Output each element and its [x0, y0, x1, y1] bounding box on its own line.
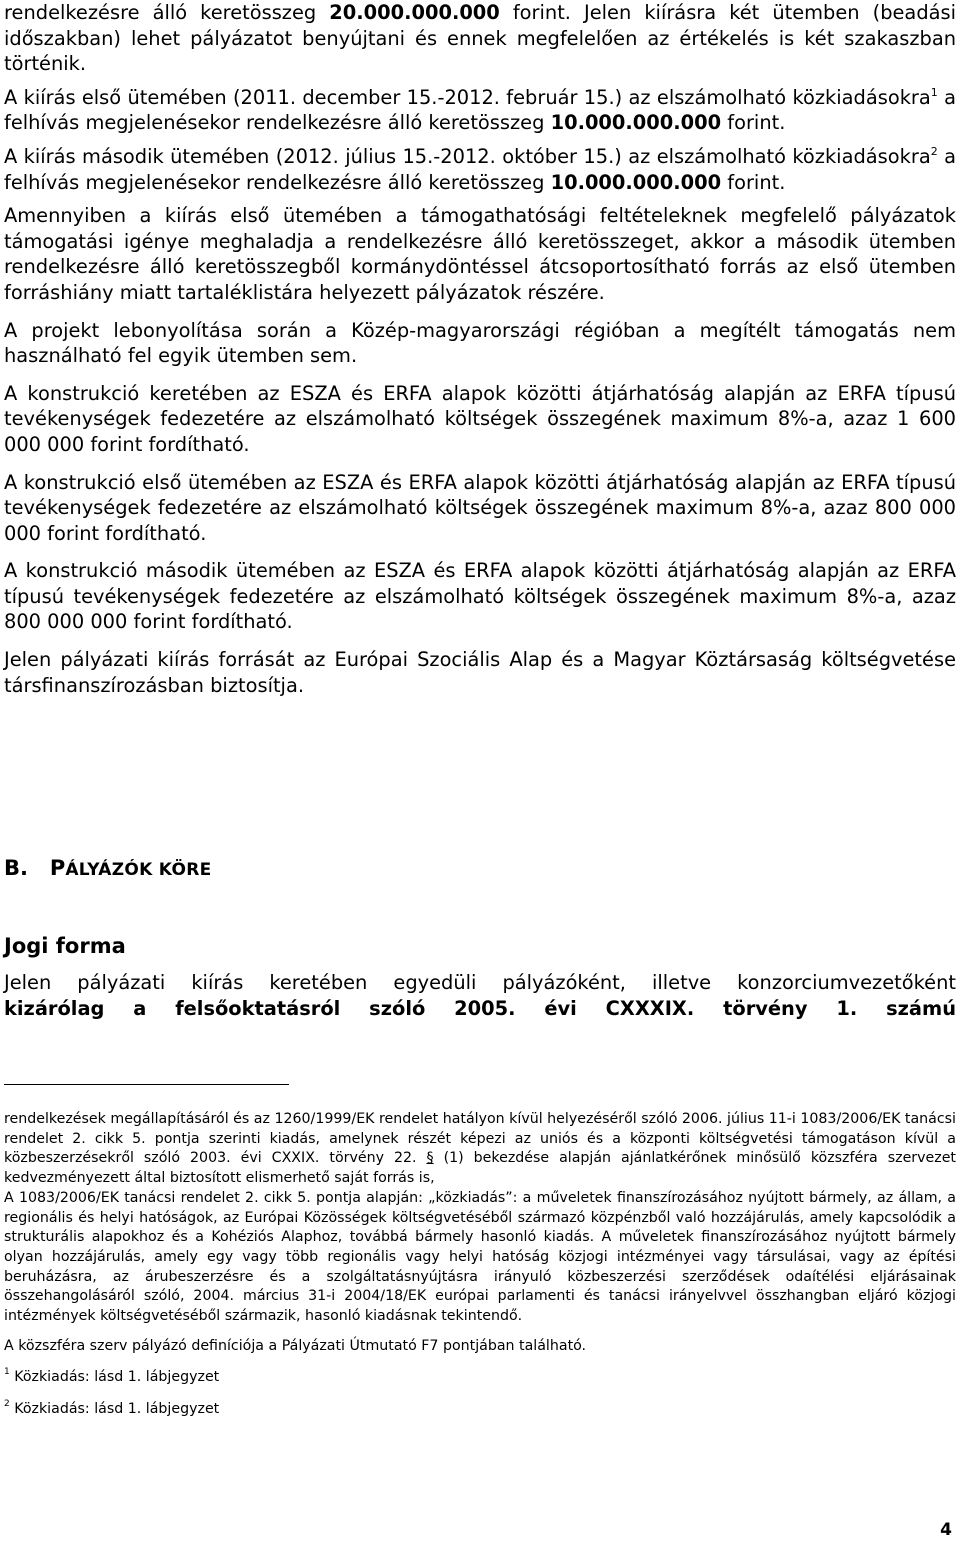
paragraph-region: A projekt lebonyolítása során a Közép-magyarországi régióban a megítélt támogatás nem használható fel egyik ütemben sem.	[4, 318, 956, 368]
subsection-title: Jogi forma	[4, 934, 126, 958]
first-phase-paragraph: A kiírás első ütemében (2011. december 15.-2012. február 15.) az elszámolható közkiadásokra$^1$ a felhívás megjelenésekor rendelkezésre álló keretösszeg 10.000.000.000 forint.	[4, 85, 957, 135]
footnote-continuation-3: A közszféra szerv pályázó definíciója a Pályázati Útmutató F7 pontjában található.	[4, 1337, 587, 1354]
document-page	[4, 0, 956, 698]
footnotes	[4, 1110, 956, 1420]
page-number: 4	[940, 1520, 952, 1540]
footnote-1: $^1$ Közkiadás: lásd 1. lábjegyzet	[4, 1367, 220, 1386]
paragraph-erfa-first: A konstrukció első ütemében az ESZA és ERFA alapok közötti átjárhatóság alapján az ERFA típusú tevékenységek fedezetére az elszámolható költségek összegének maximum 8%-a, azaz 800 000 000 forint fordítható.	[4, 470, 956, 545]
paragraph-funding: Jelen pályázati kiírás forrását az Európai Szociális Alap és a Magyar Köztársaság költségvetése társfinanszírozásban biztosítja.	[4, 648, 956, 697]
second-phase-amount: 10.000.000.000	[550, 170, 722, 194]
paragraph-reallocation: Amennyiben a kiírás első ütemében a támogathatósági feltételeknek megfelelő pályázatok támogatási igénye meghaladja a rendelkezésre álló keretösszeget, akkor a második ütemben rendelkezésre álló keretösszegből kormánydöntéssel átcsoportosítható forrás az első ütemben forráshiány miatt tartaléklistára helyezett pályázatok részére.	[4, 204, 956, 304]
footnote-ref-1: 1	[930, 85, 938, 99]
legal-line-2: kizárólag a felsőoktatásról szóló 2005. évi CXXXIX. törvény 1. számú	[4, 996, 956, 1020]
total-amount: 20.000.000.000	[329, 1, 500, 24]
footnote-continuation-1: rendelkezések megállapításáról és az 1260/1999/EK rendelet hatályon kívül helyezéséről szóló 2006. július 11-i 1083/2006/EK tanácsi rendelet 2. cikk 5. pontja szerinti kiadás, amelynek részét képezi az uniós és a központi költségvetési támogatáson kívül a közbeszerzésekről szóló 2003. évi CXXIX. törvény 22. § (1) bekezdése alapján ajánlatkérőnek minősülő közszféra szervezet kedvezményezett által biztosított elismerhető saját forrás is,	[4, 1111, 956, 1187]
footnote-2: $^2$ Közkiadás: lásd 1. lábjegyzet	[4, 1399, 220, 1418]
section-title: B. PÁLYÁZÓK KÖRE	[4, 856, 212, 880]
footnote-ref-2: 2	[930, 144, 938, 158]
legal-form-paragraph	[4, 970, 956, 1021]
paragraph-erfa-total: A konstrukció keretében az ESZA és ERFA alapok közötti átjárhatóság alapján az ERFA típusú tevékenységek fedezetére az elszámolható költségek összegének maximum 8%-a, azaz 1 600 000 000 forint fordítható.	[4, 381, 956, 456]
footnote-continuation-2: A 1083/2006/EK tanácsi rendelet 2. cikk 5. pontja alapján: „közkiadás”: a műveletek finanszírozásához nyújtott bármely, az állam, a regionális és helyi hatóságok, az Európai Közösségek költségvetéséből származó közpénzből való hozzájárulás, amely kapcsolódik a strukturális alapokhoz és a Kohéziós Alaphoz, továbbá bármely hasonló kiadás. A műveletek finanszírozásához nyújtott bármely olyan hozzájárulás, amely egy vagy több regionális vagy helyi hatóság közjogi intézményei vagy társulásai, vagy az építési beruházásra, az árubeszerzésre és a szolgáltatásnyújtásra irányuló közbeszerzési szerződések odaítélési eljárásainak összehangolásáról szóló, 2004. március 31-i 2004/18/EK európai parlamenti és tanácsi irányelvvel összhangban eljáró közjogi intézmények költségvetéséből származik, hasonló kiadásnak tekintendő.	[4, 1189, 956, 1325]
second-phase-paragraph: A kiírás második ütemében (2012. július 15.-2012. október 15.) az elszámolható közkiadásokra$^2$ a felhívás megjelenésekor rendelkezésre álló keretösszeg 10.000.000.000 forint.	[4, 144, 957, 194]
first-phase-amount: 10.000.000.000	[550, 111, 722, 135]
footnote-separator	[4, 1084, 289, 1085]
intro-paragraph: rendelkezésre álló keretösszeg 20.000.000.000 forint. Jelen kiírásra két ütemben (beadási időszakban) lehet pályázatot benyújtani és ennek megfelelően az értékelés is két szakaszban történik.	[4, 1, 956, 76]
paragraph-erfa-second: A konstrukció második ütemében az ESZA és ERFA alapok közötti átjárhatóság alapján az ERFA típusú tevékenységek fedezetére az elszámolható költségek összegének maximum 8%-a, azaz 800 000 000 forint fordítható.	[4, 559, 956, 634]
legal-line-1: Jelen pályázati kiírás keretében egyedüli pályázóként, illetve konzorciumvezetőként	[4, 971, 956, 994]
